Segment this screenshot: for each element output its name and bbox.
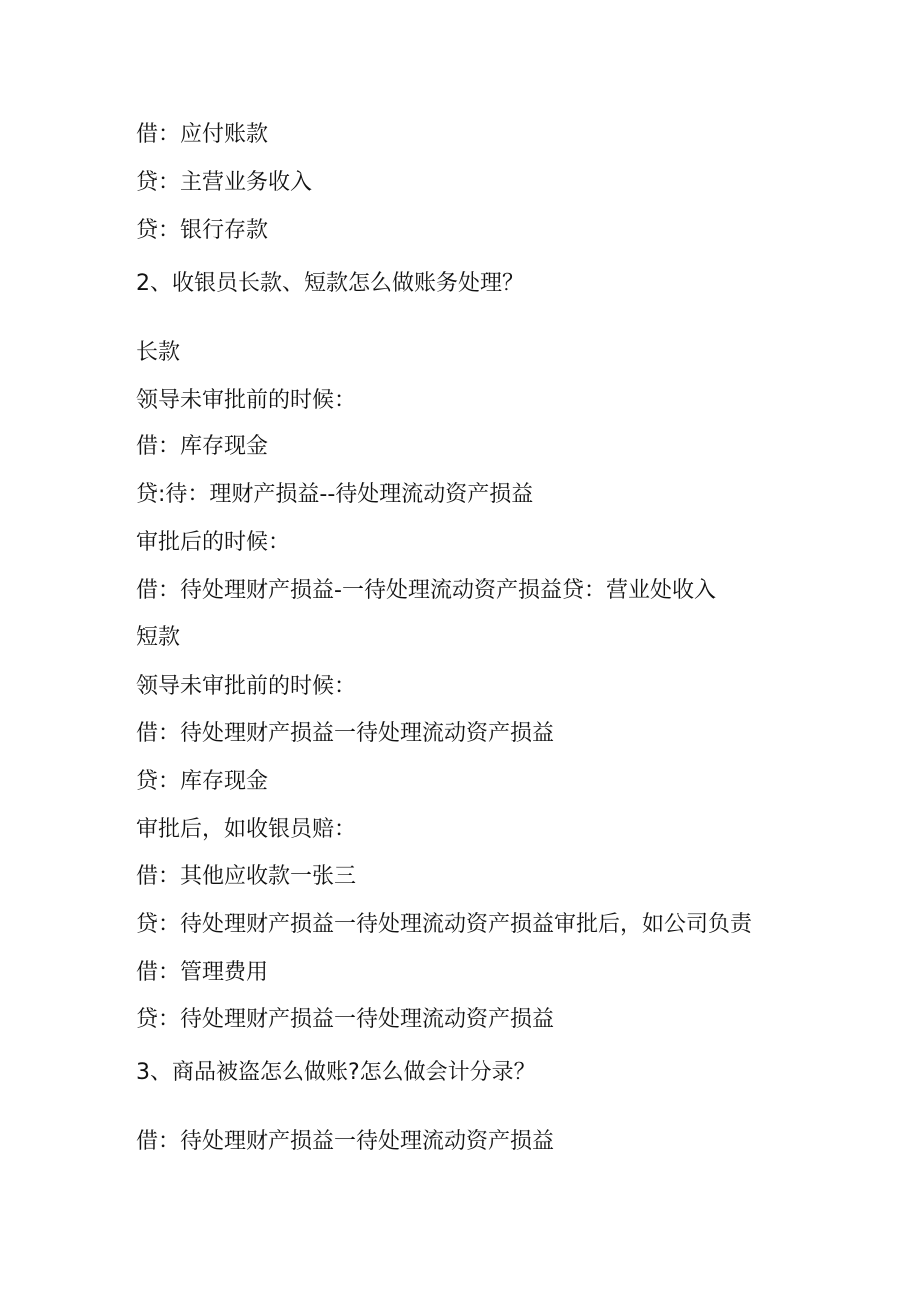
text-line: 贷：待处理财产损益一待处理流动资产损益: [136, 1007, 555, 1032]
text-line: 贷:待：理财产损益--待处理流动资产损益: [136, 482, 534, 507]
text-line: 借：管理费用: [136, 960, 269, 985]
text-line: 审批后，如收银员赔：: [136, 817, 357, 842]
text-line: 借：待处理财产损益-一待处理流动资产损益贷：营业处收入: [136, 578, 716, 603]
text-line: 借：应付账款: [136, 122, 269, 147]
text-line: 领导未审批前的时候：: [136, 388, 357, 413]
text-line: 借：其他应收款一张三: [136, 864, 357, 889]
text-line: 贷：主营业务收入: [136, 170, 313, 195]
text-line: 借：库存现金: [136, 434, 269, 459]
section-heading: 3、商品被盗怎么做账?怎么做会计分录？: [136, 1060, 536, 1085]
text-line: 借：待处理财产损益一待处理流动资产损益: [136, 1129, 555, 1154]
text-line: 贷：库存现金: [136, 769, 269, 794]
text-line: 借：待处理财产损益一待处理流动资产损益: [136, 721, 555, 746]
text-line: 领导未审批前的时候：: [136, 674, 357, 699]
subheading: 短款: [136, 625, 181, 650]
text-line: 贷：银行存款: [136, 218, 269, 243]
section-heading: 2、收银员长款、短款怎么做账务处理？: [136, 271, 524, 296]
text-line: 贷：待处理财产损益一待处理流动资产损益审批后，如公司负责: [136, 912, 753, 937]
subheading: 长款: [136, 340, 181, 365]
text-line: 审批后的时候：: [136, 530, 291, 555]
